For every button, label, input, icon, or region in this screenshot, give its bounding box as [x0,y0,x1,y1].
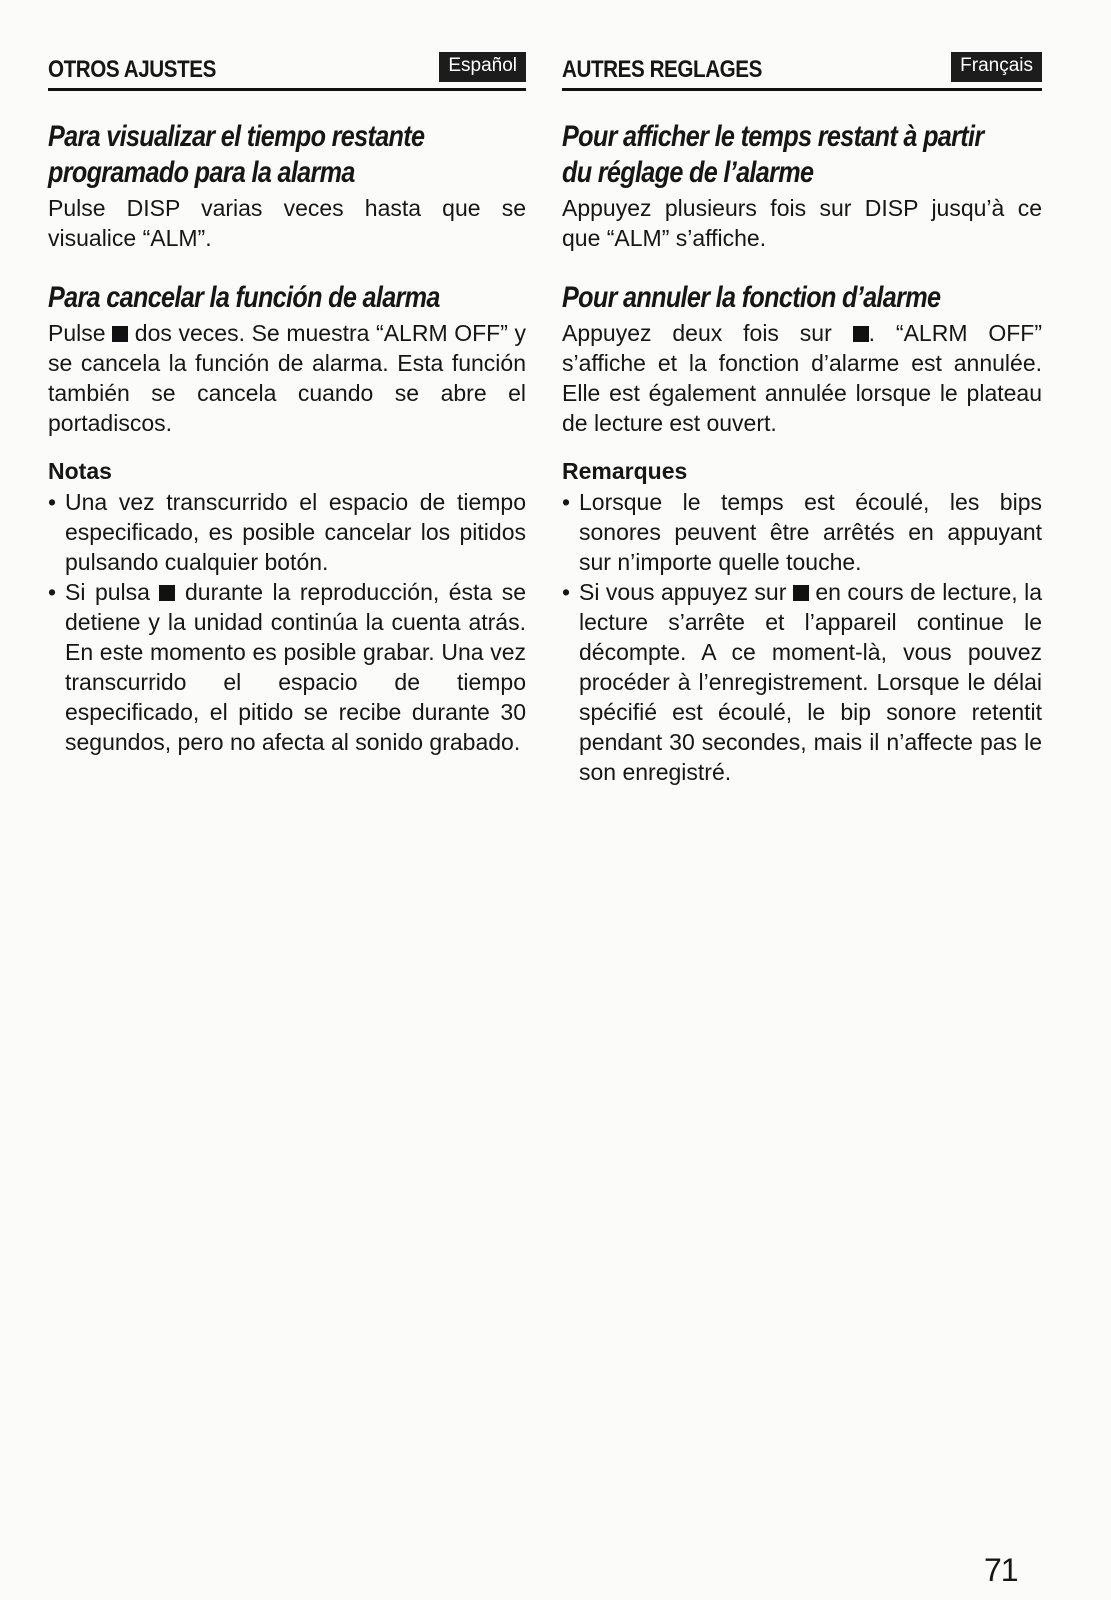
paragraph [562,318,1042,438]
notes-heading: Notas [48,458,112,484]
stop-square-icon [112,326,128,342]
subsection-heading: Para visualizar el tiempo restante [48,120,425,153]
subsection-heading-cont: du réglage de l’alarme [562,156,814,189]
section-header [48,48,526,91]
subsection-cancel-alarm [48,280,526,438]
subsection-heading: Pour afficher le temps restant à partir [562,120,984,153]
note-item [48,577,526,757]
subsection-heading: Para cancelar la función de alarma [48,281,440,314]
text-run: dos veces. Se muestra “ALRM OFF” y se cancela la función de alarma. Esta función también se cancela cuando se abre el portadiscos. [48,320,527,436]
subsection-heading-cont: programado para la alarma [48,156,355,189]
notes-list [48,487,526,757]
note-item [562,487,1042,577]
text-run: Una vez transcurrido el espacio de tiempo especificado, es posible cancelar los pitidos pulsando cualquier botón. [65,489,526,575]
stop-square-icon [853,326,869,342]
page-number: 71 [984,1552,1018,1588]
stop-square-icon [159,585,175,601]
stop-square-icon [793,585,809,601]
section-header [562,48,1042,91]
french-column [562,48,1042,787]
notes-list [562,487,1042,787]
note-item [48,487,526,577]
notes-heading: Remarques [562,458,688,484]
paragraph: Appuyez plusieurs fois sur DISP jusqu’à ce que “ALM” s’affiche. [562,195,1042,251]
text-run: . “ALRM OFF” s’affiche et la fonction d’alarme est annulée. Elle est également annulée lorsque le plateau de lecture est ouvert. [562,320,1043,436]
section-title: OTROS AJUSTES [48,56,216,83]
text-run: Lorsque le temps est écoulé, les bips sonores peuvent être arrêtés en appuyant sur n’importe quelle touche. [579,489,1042,575]
text-run: Pulse [48,320,106,346]
subsection-cancel-alarm [562,280,1042,438]
note-item [562,577,1042,787]
language-badge: Français [951,52,1042,82]
paragraph: Pulse DISP varias veces hasta que se visualice “ALM”. [48,195,526,251]
text-run: Appuyez deux fois sur [562,320,832,346]
subsection-display-time [48,119,526,253]
text-run: en cours de lecture, la lecture s’arrête et l’appareil continue le décompte. A ce moment-là, vous pouvez procéder à l’enregistrement. Lorsque le délai spécifié est écoulé, le bip sonore retentit pendant 30 secondes, mais il n’affecte pas le son enregistré. [579,579,1043,785]
subsection-heading: Pour annuler la fonction d’alarme [562,281,941,314]
section-title: AUTRES REGLAGES [562,56,762,83]
language-badge: Español [439,52,526,82]
text-run: durante la reproducción, ésta se detiene y la unidad continúa la cuenta atrás. En este momento es posible grabar. Una vez transcurrido el espacio de tiempo especificado, el pitido se recibe durante 30 segundos, pero no afecta al sonido grabado. [65,579,527,755]
text-run: Si vous appuyez sur [579,579,787,605]
spanish-column [48,48,526,757]
text-run: Si pulsa [65,579,150,605]
paragraph [48,318,526,438]
subsection-display-time [562,119,1042,253]
